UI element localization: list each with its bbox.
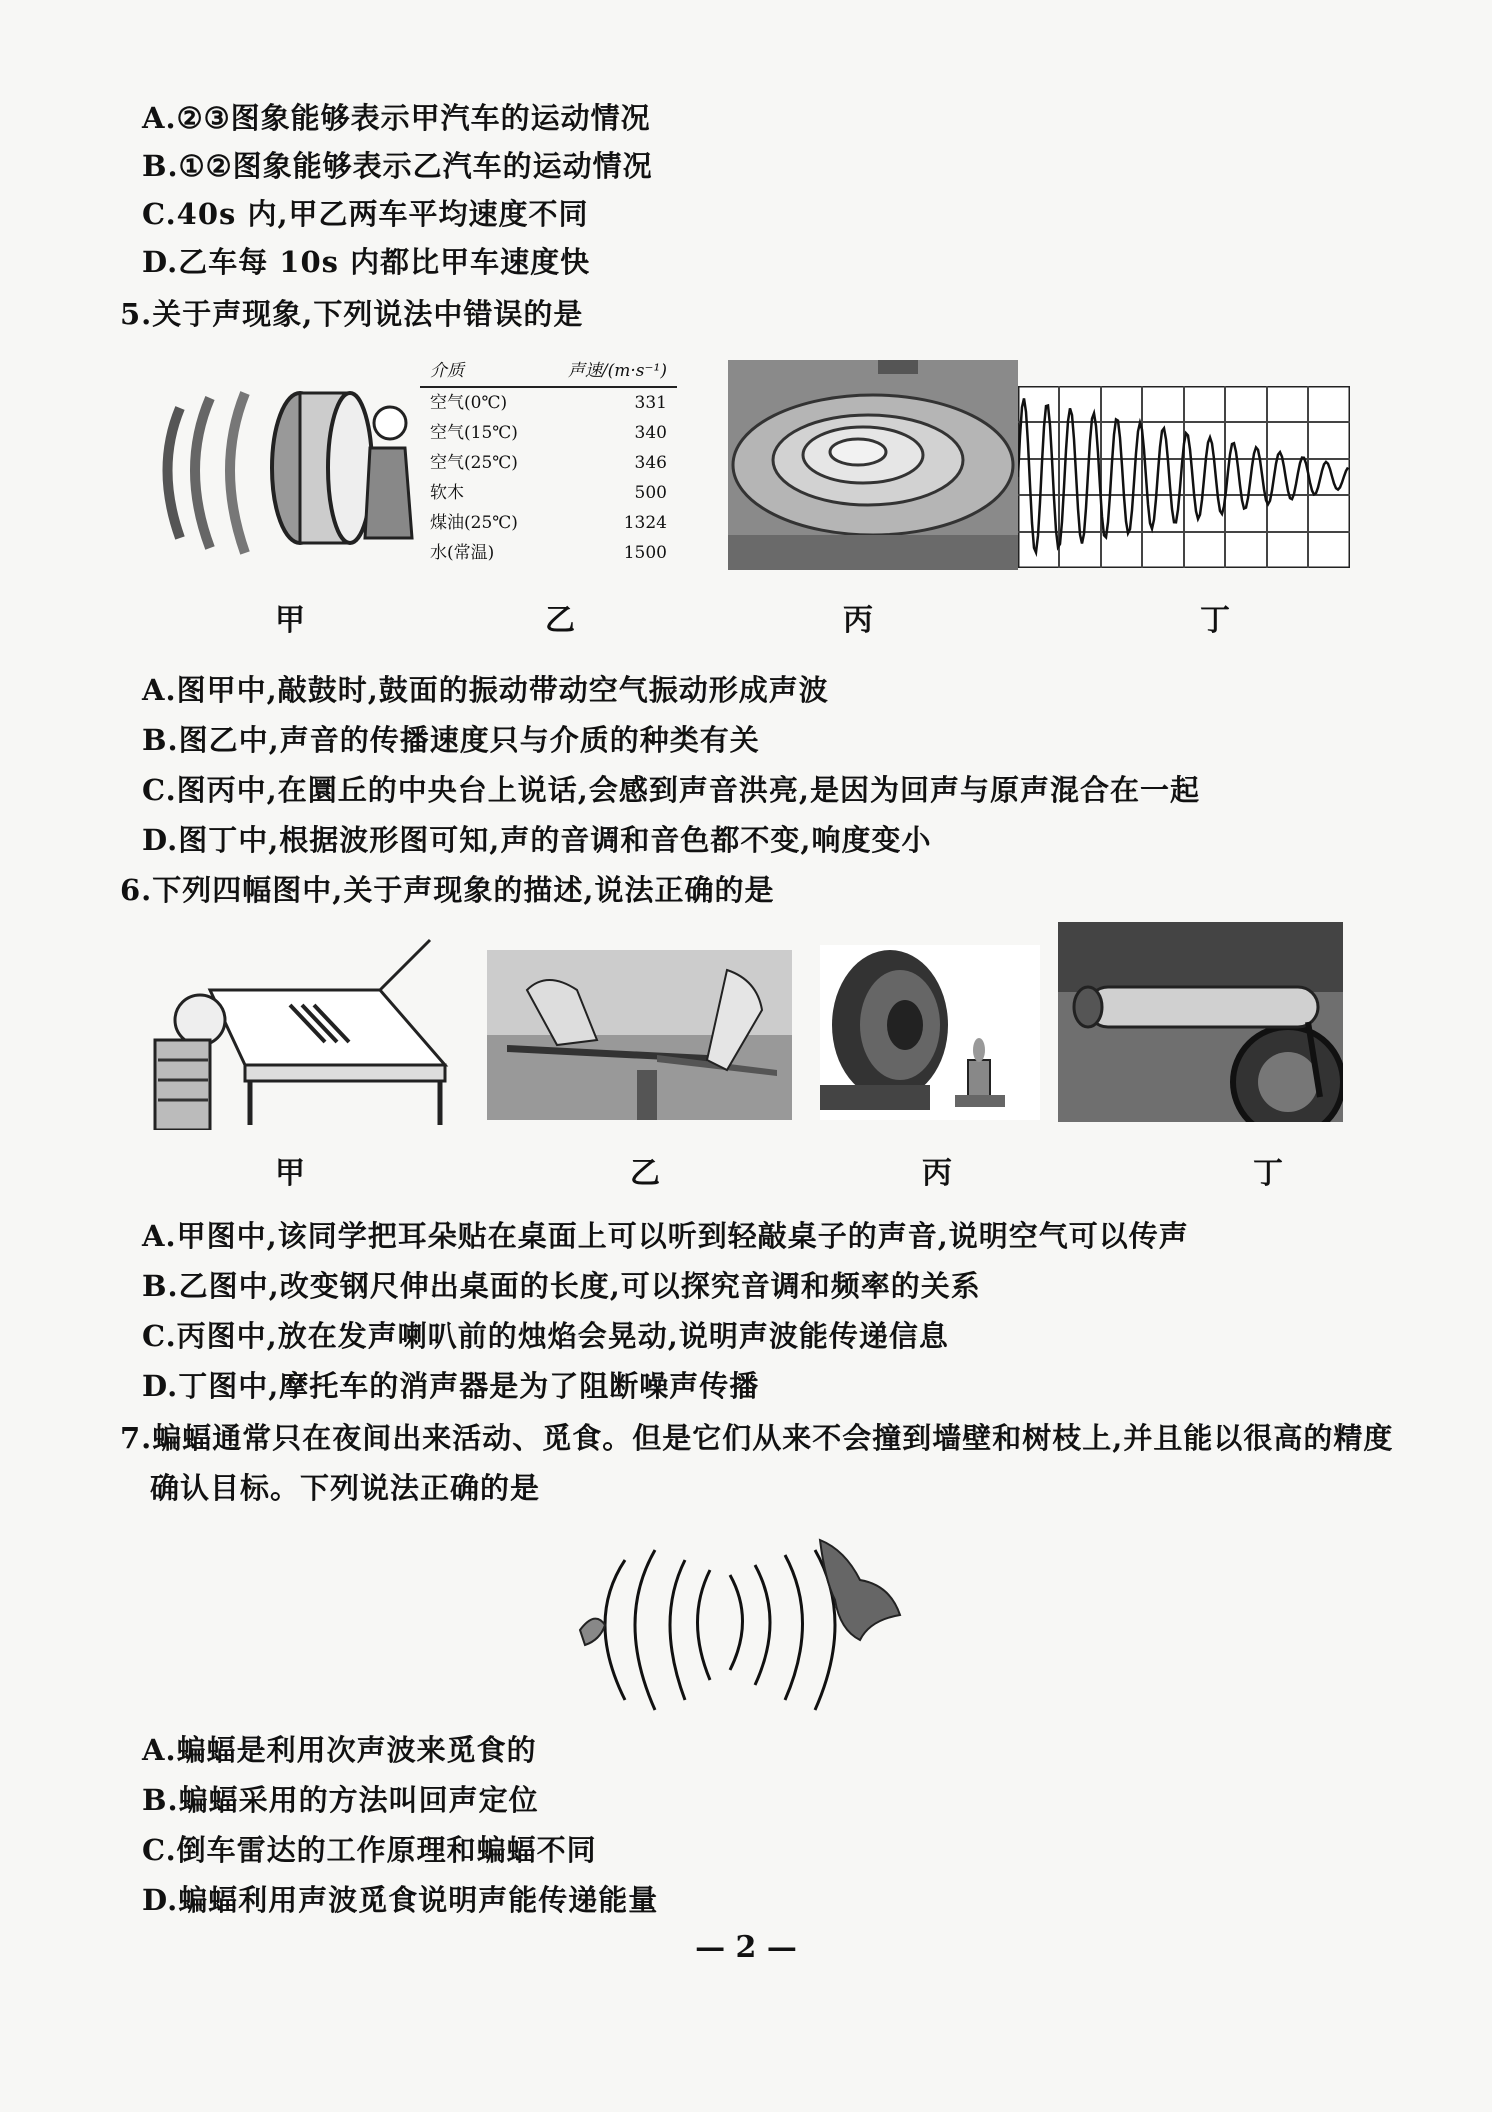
q6-stem: 6.下列四幅图中,关于声现象的描述,说法正确的是 — [120, 873, 775, 907]
q4-option-d: D.乙车每 10s 内都比甲车速度快 — [142, 245, 591, 279]
q4-option-b: B.①②图象能够表示乙汽车的运动情况 — [142, 149, 653, 183]
q7-option-a: A.蝙蝠是利用次声波来觅食的 — [142, 1733, 537, 1767]
q5-option-d: D.图丁中,根据波形图可知,声的音调和音色都不变,响度变小 — [142, 823, 932, 857]
table-header-medium: 介质 — [420, 356, 528, 387]
q5-option-a: A.图甲中,敲鼓时,鼓面的振动带动空气振动形成声波 — [142, 673, 829, 707]
q6-caption-bing: 丙 — [922, 1156, 952, 1191]
ear-on-table-figure — [150, 930, 455, 1130]
table-cell: 500 — [634, 483, 667, 503]
q6-option-b: B.乙图中,改变钢尺伸出桌面的长度,可以探究音调和频率的关系 — [142, 1269, 981, 1303]
table-cell: 1324 — [623, 513, 667, 533]
q5-caption-bing: 丙 — [843, 603, 873, 638]
speaker-candle-photo — [820, 945, 1040, 1120]
table-cell: 空气(0℃) — [430, 393, 508, 413]
q5-stem: 5.关于声现象,下列说法中错误的是 — [120, 297, 584, 331]
waveform-graph — [1018, 386, 1350, 568]
table-cell: 1500 — [623, 543, 667, 563]
q5-option-b: B.图乙中,声音的传播速度只与介质的种类有关 — [142, 723, 760, 757]
q7-option-d: D.蝙蝠利用声波觅食说明声能传递能量 — [142, 1883, 659, 1917]
sound-speed-table — [420, 356, 677, 568]
q4-option-c: C.40s 内,甲乙两车平均速度不同 — [142, 197, 589, 231]
q6-caption-ding: 丁 — [1253, 1156, 1283, 1191]
q6-option-d: D.丁图中,摩托车的消声器是为了阻断噪声传播 — [142, 1369, 760, 1403]
circular-mound-photo — [728, 360, 1018, 570]
q6-caption-yi: 乙 — [630, 1156, 660, 1191]
table-header-speed: 声速/(m·s⁻¹) — [528, 356, 677, 387]
q6-option-c: C.丙图中,放在发声喇叭前的烛焰会晃动,说明声波能传递信息 — [142, 1319, 949, 1353]
q5-caption-jia: 甲 — [275, 603, 305, 638]
drum-figure — [150, 368, 420, 568]
q6-option-a: A.甲图中,该同学把耳朵贴在桌面上可以听到轻敲桌子的声音,说明空气可以传声 — [142, 1219, 1189, 1253]
table-cell: 空气(25℃) — [430, 453, 518, 473]
table-cell: 340 — [634, 423, 667, 443]
table-cell: 水(常温) — [430, 543, 495, 563]
motorcycle-muffler-photo — [1058, 922, 1343, 1122]
table-cell: 空气(15℃) — [430, 423, 518, 443]
q5-caption-ding: 丁 — [1200, 603, 1230, 638]
table-cell: 煤油(25℃) — [430, 513, 518, 533]
table-cell: 软木 — [430, 483, 464, 503]
q7-stem-line2: 确认目标。下列说法正确的是 — [150, 1471, 541, 1505]
steel-ruler-photo — [487, 950, 792, 1120]
q7-option-c: C.倒车雷达的工作原理和蝙蝠不同 — [142, 1833, 597, 1867]
table-cell: 346 — [634, 453, 667, 473]
q7-option-b: B.蝙蝠采用的方法叫回声定位 — [142, 1783, 539, 1817]
q5-caption-yi: 乙 — [545, 603, 575, 638]
q5-option-c: C.图丙中,在圜丘的中央台上说话,会感到声音洪亮,是因为回声与原声混合在一起 — [142, 773, 1200, 807]
bat-echolocation-figure — [570, 1520, 930, 1720]
q4-option-a: A.②③图象能够表示甲汽车的运动情况 — [142, 101, 651, 135]
q6-caption-jia: 甲 — [275, 1156, 305, 1191]
table-cell: 331 — [634, 393, 667, 413]
page-number: — 2 — — [695, 1930, 797, 1965]
q7-stem-line1: 7.蝙蝠通常只在夜间出来活动、觅食。但是它们从来不会撞到墙壁和树枝上,并且能以很高的精度 — [120, 1421, 1394, 1455]
